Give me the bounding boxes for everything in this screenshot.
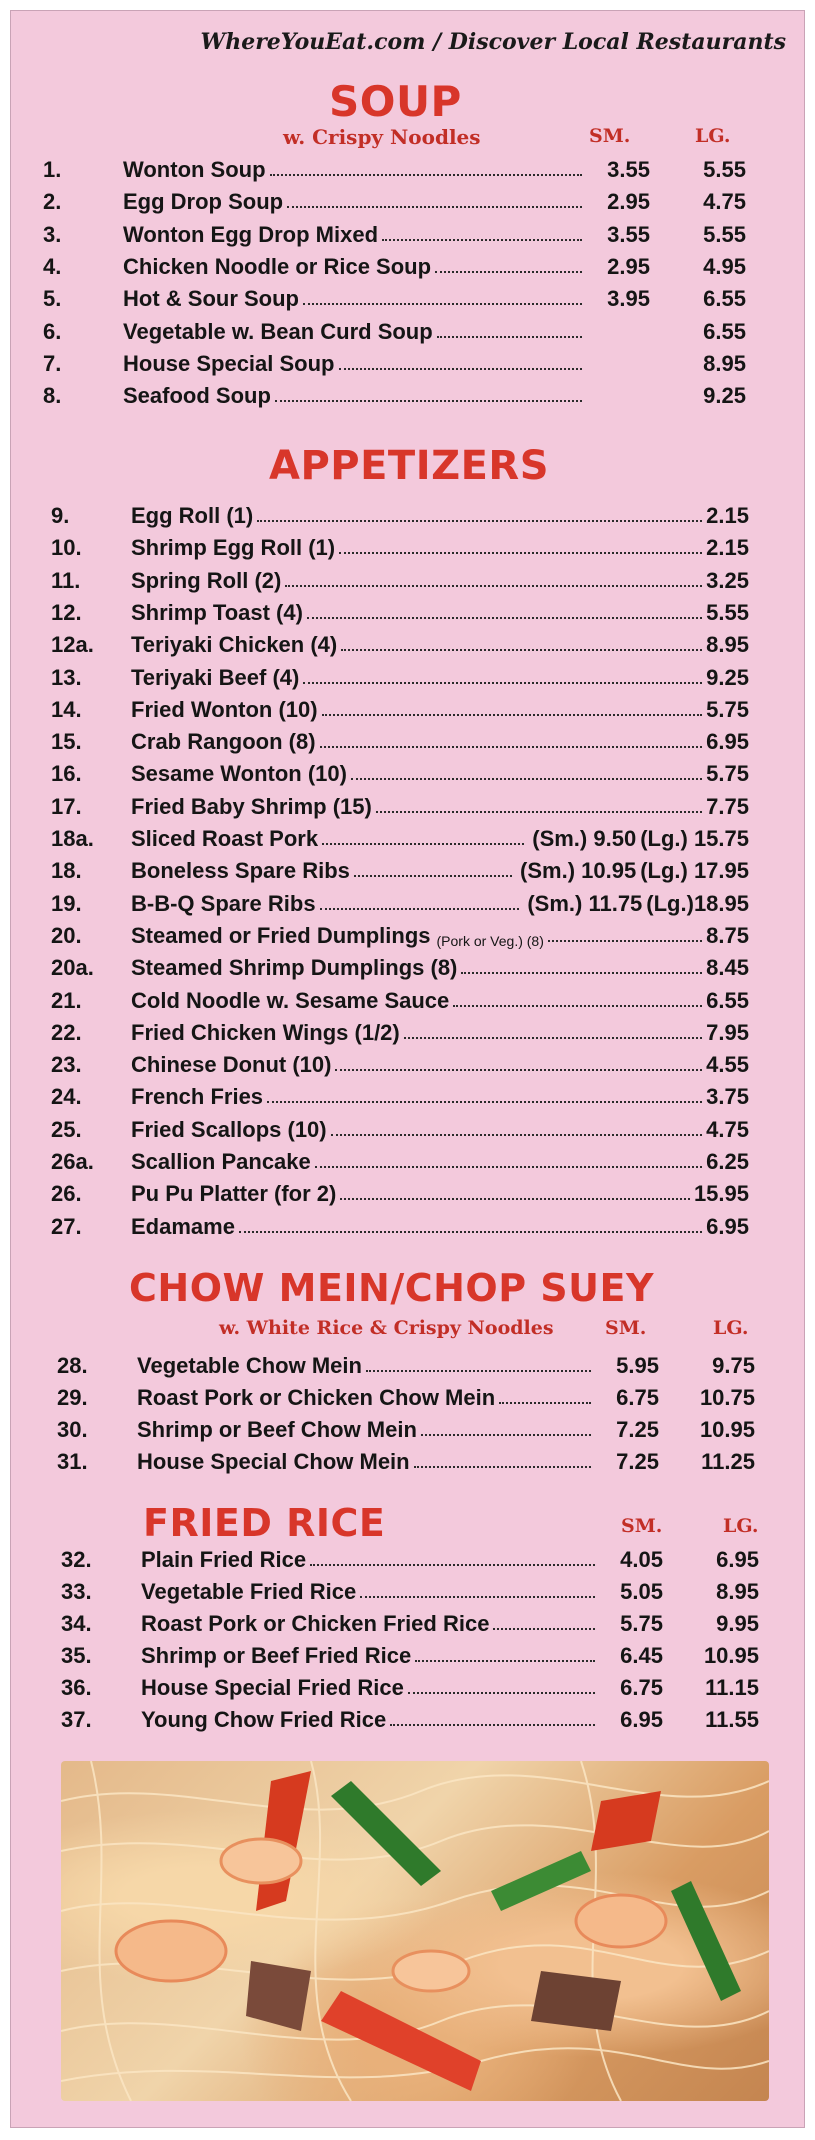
appetizers-item <box>51 820 749 852</box>
item-price-small: 5.75 <box>620 1611 663 1636</box>
appetizers-item <box>51 1175 749 1207</box>
dot-leader <box>493 1628 595 1630</box>
dot-leader <box>307 617 702 619</box>
item-price: 8.75 <box>706 922 749 948</box>
item-name: Wonton Soup <box>123 157 266 182</box>
dot-leader <box>360 1596 595 1598</box>
dot-leader <box>270 174 582 176</box>
chow_mein-item <box>57 1379 755 1411</box>
dot-leader <box>285 585 702 587</box>
item-price-small: (Sm.) 10.95 <box>520 858 637 884</box>
fried-rice-sm-header: SM. <box>621 1515 663 1537</box>
item-name: Sliced Roast Pork <box>131 826 319 851</box>
dot-leader <box>239 1231 702 1233</box>
appetizers-item <box>51 691 749 723</box>
item-price: 6.25 <box>706 1149 749 1174</box>
item-number: 35. <box>61 1643 92 1668</box>
item-price-small: 5.95 <box>616 1353 659 1378</box>
item-price-large: 8.95 <box>703 350 746 376</box>
item-number: 15. <box>51 729 82 755</box>
chow_mein-item <box>57 1411 755 1443</box>
item-price-large: (Lg.) 15.75 <box>640 826 749 851</box>
item-name: French Fries <box>131 1084 264 1110</box>
item-price-small: 3.55 <box>607 157 650 182</box>
dot-leader <box>339 368 583 370</box>
item-number: 12a. <box>51 632 94 658</box>
appetizers-item <box>51 1046 749 1078</box>
appetizers-item <box>51 982 749 1014</box>
soup-item <box>43 345 746 377</box>
appetizers-item <box>51 949 749 981</box>
item-price-large: 9.25 <box>703 383 746 409</box>
item-name: Scallion Pancake <box>131 1149 311 1174</box>
appetizers-item <box>51 885 749 917</box>
dot-leader <box>340 1198 690 1200</box>
item-price-small: 3.95 <box>607 286 650 312</box>
soup-lg-header: LG. <box>695 125 731 147</box>
dot-leader <box>354 875 512 877</box>
dot-leader <box>414 1466 591 1468</box>
item-number: 22. <box>51 1019 82 1045</box>
item-number: 20. <box>51 922 82 948</box>
item-number: 2. <box>43 189 62 215</box>
soup-subtitle: w. Crispy Noodles <box>283 125 481 149</box>
chow_mein-item <box>57 1347 755 1379</box>
soup-item <box>43 280 746 312</box>
item-price: 5.75 <box>706 761 749 787</box>
soup-item <box>43 248 746 280</box>
soup-title: SOUP <box>329 77 462 126</box>
fried_rice-item <box>61 1605 759 1637</box>
item-price: 6.95 <box>706 729 749 755</box>
dot-leader <box>287 206 582 208</box>
appetizers-item <box>51 659 749 691</box>
item-price: 3.75 <box>706 1084 749 1110</box>
item-number: 29. <box>57 1385 88 1410</box>
item-number: 27. <box>51 1213 82 1239</box>
item-number: 26. <box>51 1181 82 1207</box>
item-price-small: 7.25 <box>616 1417 659 1442</box>
dot-leader <box>257 520 702 522</box>
item-price: 7.95 <box>706 1019 749 1045</box>
item-name: Teriyaki Chicken (4) <box>131 632 338 658</box>
appetizers-item <box>51 723 749 755</box>
item-number: 4. <box>43 253 62 279</box>
item-name: Crab Rangoon (8) <box>131 729 316 755</box>
item-price: 8.45 <box>706 955 749 981</box>
dot-leader <box>320 746 703 748</box>
appetizers-item <box>51 626 749 658</box>
dot-leader <box>382 239 582 241</box>
fried-rice-lg-header: LG. <box>723 1515 759 1537</box>
dot-leader <box>437 336 582 338</box>
item-name: House Special Chow Mein <box>137 1449 410 1474</box>
noodle-illustration <box>61 1761 769 2101</box>
dot-leader <box>322 843 524 845</box>
soup-item <box>43 216 746 248</box>
dot-leader <box>320 908 520 910</box>
item-name: Egg Roll (1) <box>131 503 254 528</box>
chow_mein-item <box>57 1443 755 1475</box>
item-price: 4.55 <box>706 1052 749 1078</box>
appetizers-item <box>51 497 749 529</box>
menu-page <box>10 10 805 2128</box>
item-number: 30. <box>57 1417 88 1442</box>
item-price-small: 5.05 <box>620 1579 663 1604</box>
appetizers-item <box>51 852 749 884</box>
item-price-large: 4.95 <box>703 253 746 279</box>
item-price-large: 5.55 <box>703 221 746 247</box>
dot-leader <box>376 811 702 813</box>
chow-mein-lg-header: LG. <box>713 1317 749 1339</box>
item-number: 18a. <box>51 826 94 851</box>
item-name: Hot & Sour Soup <box>123 286 299 312</box>
appetizers-item <box>51 1014 749 1046</box>
item-price: 9.25 <box>706 664 749 690</box>
appetizers-item <box>51 562 749 594</box>
item-price-large: 9.75 <box>712 1353 755 1378</box>
soup-item <box>43 313 746 345</box>
dot-leader <box>341 649 702 651</box>
item-price-small: 4.05 <box>620 1547 663 1572</box>
item-price: 5.55 <box>706 599 749 625</box>
item-name: Fried Baby Shrimp (15) <box>131 793 372 819</box>
item-price-small: (Sm.) 11.75 <box>527 890 643 916</box>
item-price: 6.55 <box>706 987 749 1013</box>
item-name: House Special Fried Rice <box>141 1675 404 1700</box>
item-number: 1. <box>43 157 62 182</box>
dot-leader <box>331 1134 703 1136</box>
item-name: Fried Wonton (10) <box>131 696 318 722</box>
item-name: Fried Scallops (10) <box>131 1116 327 1142</box>
appetizers-item <box>51 529 749 561</box>
item-number: 8. <box>43 383 62 409</box>
item-name: Edamame <box>131 1213 235 1239</box>
item-number: 25. <box>51 1116 82 1142</box>
item-name: Roast Pork or Chicken Chow Mein <box>137 1385 496 1410</box>
item-name: Wonton Egg Drop Mixed <box>123 221 379 247</box>
item-price-large: 11.25 <box>701 1449 755 1474</box>
site-watermark: WhereYouEat.com / Discover Local Restaurants <box>200 29 786 55</box>
dot-leader <box>310 1564 595 1566</box>
item-name: Shrimp Toast (4) <box>131 599 303 625</box>
item-price: 7.75 <box>706 793 749 819</box>
dot-leader <box>415 1660 595 1662</box>
item-name: Egg Drop Soup <box>123 189 284 215</box>
appetizers-item <box>51 788 749 820</box>
item-number: 32. <box>61 1547 92 1572</box>
fried_rice-item <box>61 1573 759 1605</box>
item-price: 6.95 <box>706 1213 749 1239</box>
item-price-small: (Sm.) 9.50 <box>532 826 637 851</box>
appetizers-item <box>51 755 749 787</box>
chow-mein-title: CHOW MEIN/CHOP SUEY <box>129 1266 655 1310</box>
dot-leader <box>421 1434 591 1436</box>
item-name: Shrimp or Beef Chow Mein <box>137 1417 417 1442</box>
item-number: 10. <box>51 535 82 561</box>
dot-leader <box>275 400 582 402</box>
item-name: Vegetable Fried Rice <box>141 1579 357 1604</box>
item-price: 2.15 <box>706 503 749 528</box>
soup-item <box>43 183 746 215</box>
dot-leader <box>499 1402 591 1404</box>
dot-leader <box>335 1069 702 1071</box>
soup-item <box>43 377 746 409</box>
item-name: Pu Pu Platter (for 2) <box>131 1181 337 1207</box>
chow-mein-sm-header: SM. <box>605 1317 647 1339</box>
item-price: 15.95 <box>693 1181 749 1207</box>
item-price-large: 11.15 <box>705 1675 759 1700</box>
item-number: 31. <box>57 1449 88 1474</box>
dot-leader <box>548 940 702 942</box>
chow-mein-subtitle: w. White Rice & Crispy Noodles <box>219 1317 554 1339</box>
item-price-small: 2.95 <box>607 189 650 215</box>
item-price-large: 6.95 <box>716 1547 759 1572</box>
fried_rice-item <box>61 1701 759 1733</box>
item-number: 23. <box>51 1052 82 1078</box>
noodle-dish-photo <box>61 1761 769 2101</box>
item-price-large: 6.55 <box>703 286 746 312</box>
dot-leader <box>453 1005 702 1007</box>
item-name: House Special Soup <box>123 350 335 376</box>
item-name: Teriyaki Beef (4) <box>131 664 300 690</box>
item-name: Shrimp or Beef Fried Rice <box>141 1643 412 1668</box>
item-price-large: 5.55 <box>703 157 746 182</box>
item-number: 24. <box>51 1084 82 1110</box>
item-number: 21. <box>51 987 82 1013</box>
item-price-large: 9.95 <box>716 1611 759 1636</box>
item-price-large: 8.95 <box>716 1579 759 1604</box>
item-price: 3.25 <box>706 567 749 593</box>
item-price-small: 6.75 <box>620 1675 663 1700</box>
item-number: 26a. <box>51 1149 94 1174</box>
item-price-large: 11.55 <box>705 1707 759 1732</box>
fried_rice-item <box>61 1541 759 1573</box>
item-price-small: 6.45 <box>620 1643 663 1668</box>
item-price: 5.75 <box>706 696 749 722</box>
item-price-large: 6.55 <box>703 318 746 344</box>
item-price-small: 6.75 <box>616 1385 659 1410</box>
item-name: Boneless Spare Ribs <box>131 858 350 884</box>
soup-sm-header: SM. <box>589 125 631 147</box>
fried_rice-item <box>61 1637 759 1669</box>
item-name: Plain Fried Rice <box>141 1547 307 1572</box>
item-number: 7. <box>43 350 62 376</box>
dot-leader <box>404 1037 702 1039</box>
item-price-large: 10.75 <box>699 1385 755 1410</box>
item-price-large: (Lg.)18.95 <box>646 890 749 916</box>
item-price-large: 10.95 <box>703 1643 759 1668</box>
fried_rice-item <box>61 1669 759 1701</box>
item-number: 18. <box>51 858 82 884</box>
item-number: 9. <box>51 503 70 528</box>
item-name: Fried Chicken Wings (1/2) <box>131 1019 400 1045</box>
item-price-small: 7.25 <box>616 1449 659 1474</box>
item-name: Chicken Noodle or Rice Soup <box>123 253 432 279</box>
item-number: 28. <box>57 1353 88 1378</box>
dot-leader <box>339 552 702 554</box>
appetizers-item <box>51 594 749 626</box>
dot-leader <box>303 303 582 305</box>
item-price-small: 2.95 <box>607 253 650 279</box>
item-number: 33. <box>61 1579 92 1604</box>
dot-leader <box>322 714 703 716</box>
appetizers-item <box>51 917 749 949</box>
item-number: 36. <box>61 1675 92 1700</box>
item-name: Vegetable w. Bean Curd Soup <box>123 318 433 344</box>
item-name: Vegetable Chow Mein <box>137 1353 362 1378</box>
item-name: Young Chow Fried Rice <box>141 1707 387 1732</box>
item-name: B-B-Q Spare Ribs <box>131 890 316 916</box>
item-number: 11. <box>51 567 81 593</box>
item-name: Sesame Wonton (10) <box>131 761 347 787</box>
item-name: Steamed Shrimp Dumplings (8) <box>131 955 458 981</box>
soup-item <box>43 151 746 183</box>
item-price: 8.95 <box>706 632 749 658</box>
item-note: (Pork or Veg.) (8) <box>436 932 544 949</box>
appetizers-item <box>51 1143 749 1175</box>
item-name: Seafood Soup <box>123 383 271 409</box>
item-price-large: 10.95 <box>699 1417 755 1442</box>
item-number: 17. <box>51 793 82 819</box>
item-number: 12. <box>51 599 82 625</box>
item-number: 19. <box>51 890 82 916</box>
item-price: 4.75 <box>706 1116 749 1142</box>
item-number: 3. <box>43 221 62 247</box>
dot-leader <box>408 1692 595 1694</box>
dot-leader <box>303 682 702 684</box>
item-name: Roast Pork or Chicken Fried Rice <box>141 1611 490 1636</box>
dot-leader <box>366 1370 591 1372</box>
item-price-small: 6.95 <box>620 1707 663 1732</box>
dot-leader <box>390 1724 595 1726</box>
item-number: 14. <box>51 696 82 722</box>
appetizers-item <box>51 1111 749 1143</box>
dot-leader <box>461 972 702 974</box>
appetizers-item <box>51 1208 749 1240</box>
item-number: 20a. <box>51 955 94 981</box>
item-price-large: 4.75 <box>703 189 746 215</box>
dot-leader <box>351 778 702 780</box>
item-number: 37. <box>61 1707 92 1732</box>
item-number: 13. <box>51 664 82 690</box>
item-number: 16. <box>51 761 82 787</box>
item-name: Steamed or Fried Dumplings <box>131 922 431 948</box>
item-name: Spring Roll (2) <box>131 567 282 593</box>
appetizers-item <box>51 1078 749 1110</box>
appetizers-title: APPETIZERS <box>269 443 550 489</box>
item-name: Cold Noodle w. Sesame Sauce <box>131 987 450 1013</box>
item-number: 6. <box>43 318 62 344</box>
item-number: 34. <box>61 1611 92 1636</box>
dot-leader <box>267 1101 702 1103</box>
fried-rice-title: FRIED RICE <box>143 1501 386 1545</box>
item-price-small: 3.55 <box>607 221 650 247</box>
item-number: 5. <box>43 286 62 312</box>
item-name: Shrimp Egg Roll (1) <box>131 535 336 561</box>
dot-leader <box>435 271 582 273</box>
item-name: Chinese Donut (10) <box>131 1052 332 1078</box>
dot-leader <box>315 1166 702 1168</box>
item-price: 2.15 <box>706 535 749 561</box>
item-price-large: (Lg.) 17.95 <box>640 858 749 884</box>
